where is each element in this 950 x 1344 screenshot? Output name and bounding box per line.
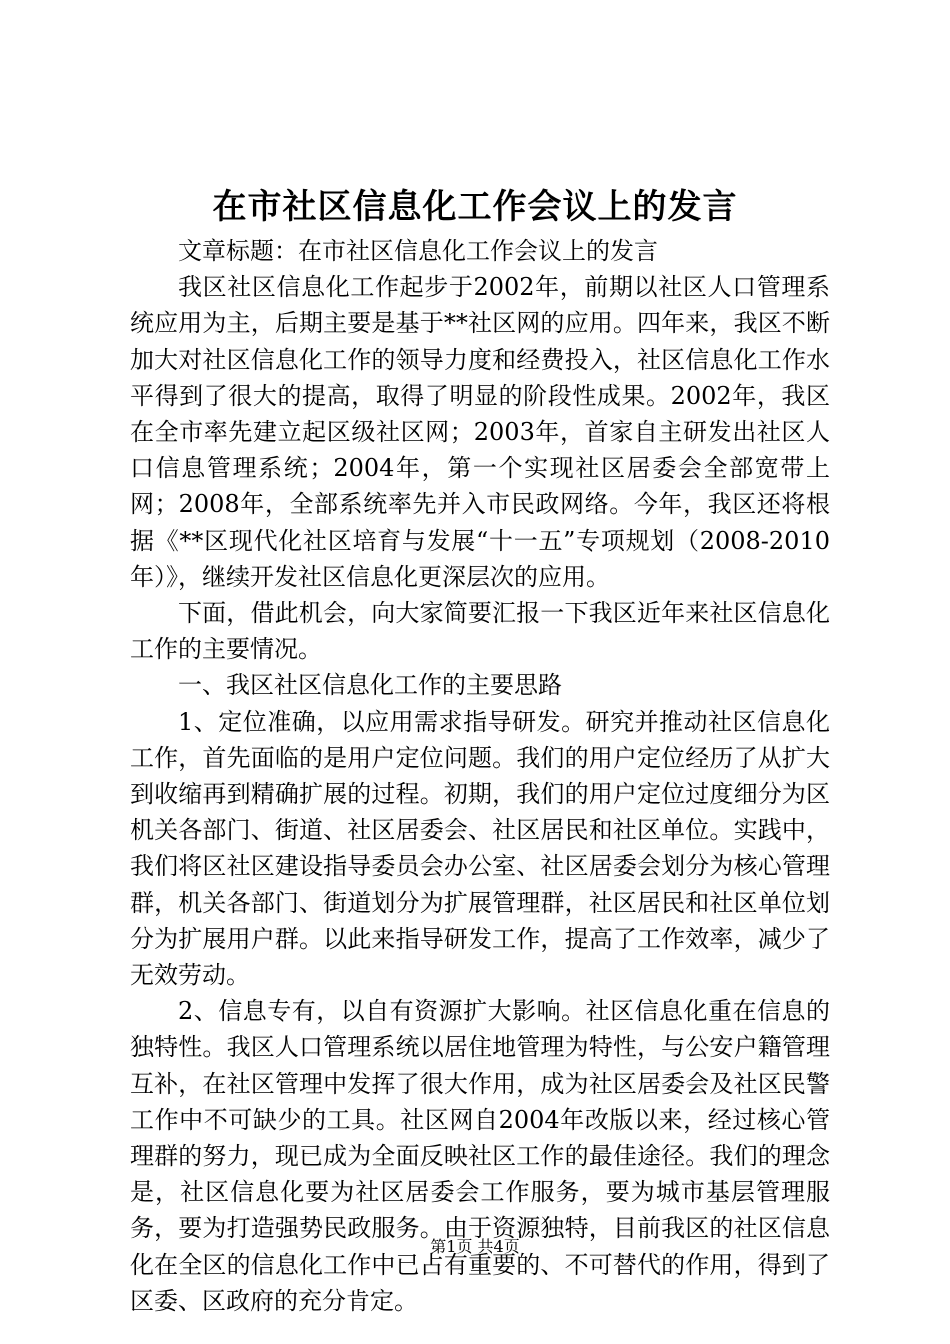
document-body: [130, 233, 830, 1319]
paragraph-point-1: 1、定位准确，以应用需求指导研发。研究并推动社区信息化工作，首先面临的是用户定位问题。我们的用户定位经历了从扩大到收缩再到精确扩展的过程。初期，我们的用户定位过度细分为区机关各部门、街道、社区居委会、社区居民和社区单位。实践中，我们将区社区建设指导委员会办公室、社区居委会划分为核心管理群，机关各部门、街道划分为扩展管理群，社区居民和社区单位划分为扩展用户群。以此来指导研发工作，提高了工作效率，减少了无效劳动。: [130, 707, 830, 990]
document-title: 在市社区信息化工作会议上的发言: [212, 187, 738, 227]
section-heading: 一、我区社区信息化工作的主要思路: [178, 671, 562, 700]
page-footer: 第1页 共4页: [430, 1237, 520, 1256]
paragraph-report-lead: 下面，借此机会，向大家简要汇报一下我区近年来社区信息化工作的主要情况。: [130, 599, 830, 664]
paragraph-intro: 我区社区信息化工作起步于2002年，前期以社区人口管理系统应用为主，后期主要是基于**社区网的应用。四年来，我区不断加大对社区信息化工作的领导力度和经费投入，社区信息化工作水平得到了很大的提高，取得了明显的阶段性成果。2002年，我区在全市率先建立起区级社区网；2003年，首家自主研发出社区人口信息管理系统；2004年，第一个实现社区居委会全部宽带上网；2008年，全部系统率先并入市民政网络。今年，我区还将根据《**区现代化社区培育与发展“十一五”专项规划（2008-2010年）》，继续开发社区信息化更深层次的应用。: [130, 273, 830, 591]
paragraph-article-title: 文章标题：在市社区信息化工作会议上的发言: [178, 237, 658, 265]
paragraph-point-2: 2、信息专有，以自有资源扩大影响。社区信息化重在信息的独特性。我区人口管理系统以居住地管理为特性，与公安户籍管理互补，在社区管理中发挥了很大作用，成为社区居委会及社区民警工作中不可缺少的工具。社区网自2004年改版以来，经过核心管理群的努力，现已成为全面反映社区工作的最佳途径。我们的理念是，社区信息化要为社区居委会工作服务，要为城市基层管理服务，要为打造强势民政服务。由于资源独特，目前我区的社区信息化在全区的信息化工作中已占有重要的、不可替代的作用，得到了区委、区政府的充分肯定。: [130, 997, 830, 1315]
